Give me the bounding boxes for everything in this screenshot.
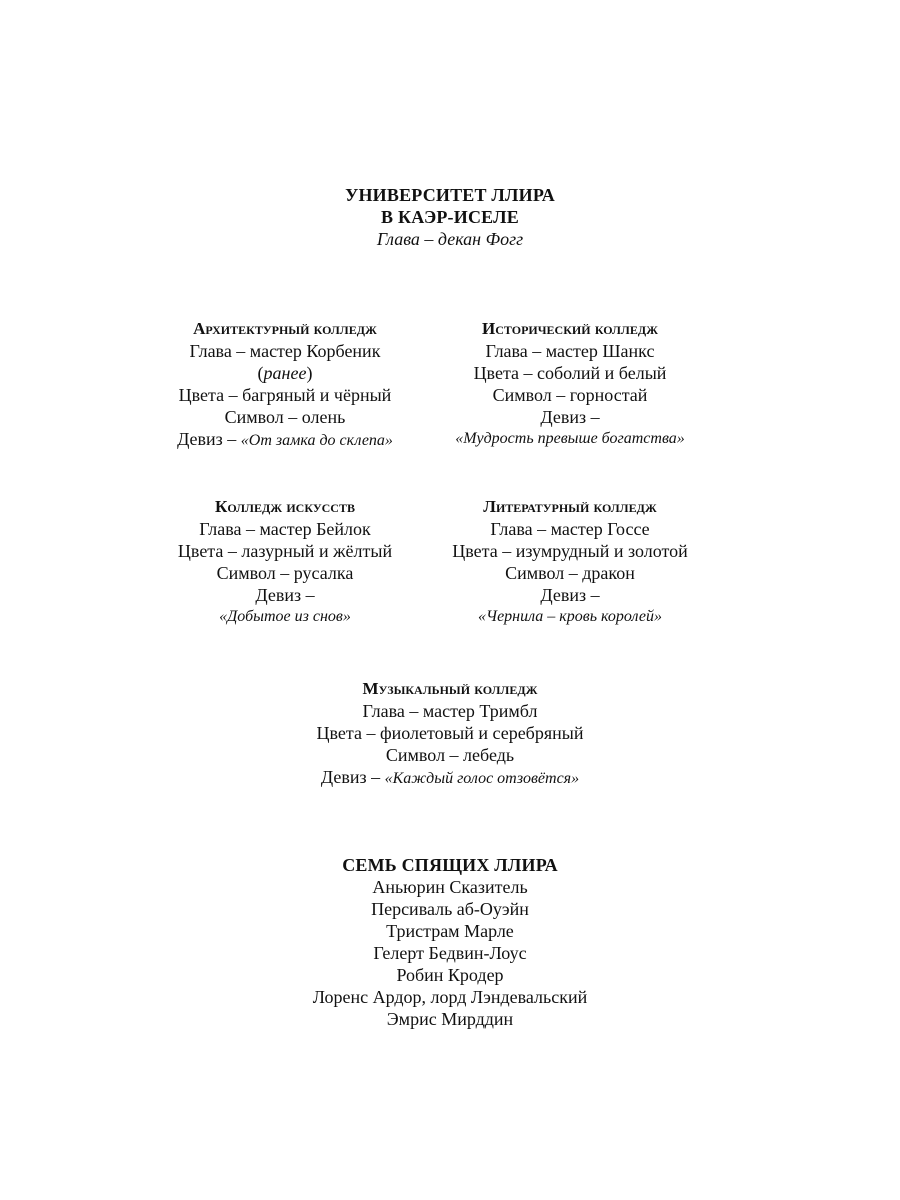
college-architecture [150,318,420,452]
motto-text: «Чернила – кровь королей» [478,608,662,625]
college-literature [420,496,720,628]
college-colors: Цвета – соболий и белый [473,363,667,383]
motto-label: Девиз – [255,585,315,605]
motto-text: «От замка до склепа» [240,432,393,449]
paren-open: ( [257,363,264,383]
sleeper-name: Эмрис Мирддин [386,1009,514,1029]
sleeper-name: Тристрам Марле [386,921,514,941]
college-head-note [150,362,420,384]
college-motto-line [150,428,420,452]
seven-sleepers [250,854,650,1030]
college-head: Глава – мастер Корбеник [189,341,381,361]
college-symbol: Символ – горностай [492,385,648,405]
motto-label: Девиз – [540,585,600,605]
college-head: Глава – мастер Тримбл [362,701,538,721]
college-head: Глава – мастер Бейлок [199,519,371,539]
sleeper-name: Персиваль аб-Оуэйн [371,899,529,919]
college-head: Глава – мастер Шанкс [485,341,655,361]
sleeper-name: Аньюрин Сказитель [372,877,528,897]
college-colors: Цвета – лазурный и жёлтый [177,541,393,561]
sleeper-name: Робин Кродер [396,965,504,985]
sleepers-title: СЕМЬ СПЯЩИХ ЛЛИРА [342,855,558,875]
college-symbol: Символ – лебедь [385,745,515,765]
college-colors: Цвета – фиолетовый и серебряный [316,723,584,743]
motto-text: «Мудрость превыше богатства» [455,430,685,447]
college-symbol: Символ – русалка [216,563,354,583]
motto-label: Девиз – [320,767,381,787]
college-symbol: Символ – дракон [505,563,635,583]
college-title: Архитектурный колледж [193,319,377,338]
college-motto-line [250,766,650,790]
motto-text: «Каждый голос отзовётся» [384,770,580,787]
college-music [250,678,650,790]
college-title: Музыкальный колледж [362,679,538,698]
university-header [250,184,650,250]
college-colors: Цвета – изумрудный и золотой [452,541,688,561]
college-title: Исторический колледж [482,319,658,338]
college-title: Литературный колледж [483,497,657,516]
college-head: Глава – мастер Госсе [490,519,650,539]
motto-label: Девиз – [177,429,237,449]
college-title: Колледж искусств [215,497,355,516]
college-colors: Цвета – багряный и чёрный [178,385,392,405]
university-title-line2: В КАЭР-ИСЕЛЕ [381,207,519,227]
university-head: Глава – декан Фогг [376,229,524,249]
head-note-text: ранее [263,363,307,383]
motto-label: Девиз – [540,407,600,427]
college-history [430,318,710,450]
sleeper-name: Гелерт Бедвин-Лоус [373,943,527,963]
sleeper-name: Лоренс Ардор, лорд Лэндевальский [312,987,588,1007]
university-title-line1: УНИВЕРСИТЕТ ЛЛИРА [345,185,555,205]
motto-text: «Добытое из снов» [219,608,351,625]
paren-close: ) [306,363,313,383]
college-symbol: Символ – олень [224,407,346,427]
college-arts [150,496,420,628]
